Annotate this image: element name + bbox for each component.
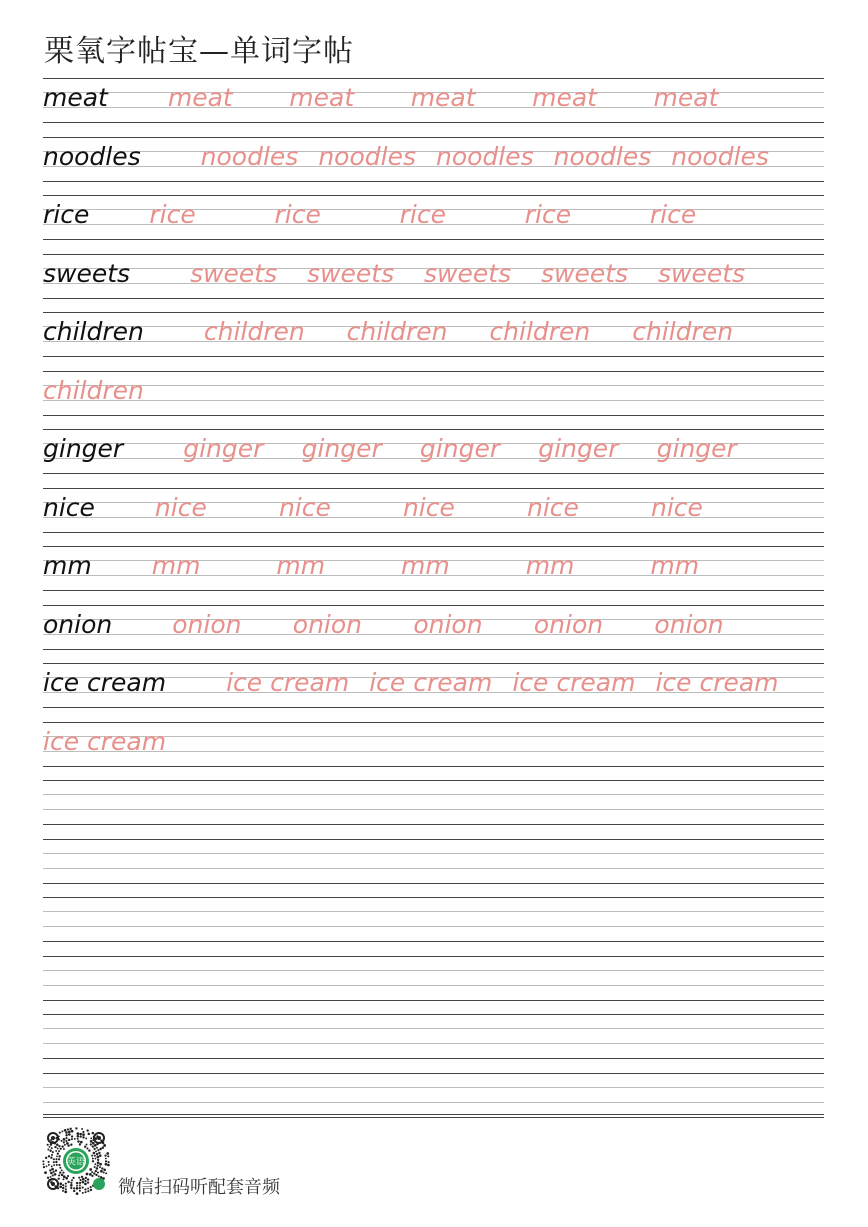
model-word: ginger <box>43 434 124 463</box>
trace-word: rice <box>399 200 446 229</box>
guide-line <box>43 605 824 606</box>
trace-word: nice <box>526 492 579 522</box>
trace-word: rice <box>649 200 697 229</box>
trace-word: children <box>632 317 734 346</box>
row-words <box>43 610 724 644</box>
guide-line <box>43 371 824 372</box>
practice-row <box>43 312 824 371</box>
guide-line <box>43 1087 824 1088</box>
trace-word: noodles <box>671 141 769 171</box>
trace-word: children <box>346 317 448 346</box>
guide-line <box>43 985 824 986</box>
row-words <box>43 142 769 176</box>
model-word: children <box>43 317 144 346</box>
model-word: meat <box>43 83 108 112</box>
guide-line <box>43 707 824 708</box>
guide-line <box>43 794 824 795</box>
trace-word: sweets <box>541 258 629 288</box>
guide-line <box>43 780 824 781</box>
trace-word: noodles <box>553 141 652 171</box>
guide-line <box>43 1000 824 1001</box>
trace-word: children <box>43 375 144 405</box>
guide-line <box>43 137 824 138</box>
trace-word: mm <box>401 551 450 580</box>
guide-line <box>43 926 824 927</box>
trace-word: sweets <box>190 258 278 288</box>
trace-word: ice cream <box>512 668 636 697</box>
trace-word: ginger <box>538 434 619 463</box>
practice-row <box>43 1014 824 1073</box>
model-word: sweets <box>43 258 131 288</box>
guide-line <box>43 298 824 299</box>
mini-program-logo-icon <box>93 1178 105 1190</box>
qr-badge-label: 英语 <box>66 1157 86 1168</box>
guide-line <box>43 488 824 489</box>
trace-word: children <box>489 317 591 346</box>
trace-word: noodles <box>200 141 299 171</box>
practice-row <box>43 195 824 254</box>
trace-word: ginger <box>301 434 382 463</box>
guide-line <box>43 722 824 723</box>
guide-line <box>43 254 824 255</box>
row-words <box>43 668 779 702</box>
guide-line <box>43 970 824 971</box>
guide-line <box>43 868 824 869</box>
row-words <box>43 83 718 117</box>
guide-line <box>43 766 824 767</box>
practice-row <box>43 429 824 488</box>
trace-word: ginger <box>419 434 501 463</box>
practice-row <box>43 897 824 956</box>
trace-word: onion <box>533 609 604 639</box>
trace-word: mm <box>276 551 326 580</box>
guide-line <box>43 312 824 313</box>
row-words <box>43 317 733 351</box>
practice-row <box>43 78 824 137</box>
guide-line <box>43 532 824 533</box>
trace-word: ginger <box>656 434 737 463</box>
guide-line <box>43 911 824 912</box>
row-words <box>43 727 166 761</box>
guide-line <box>43 1102 824 1103</box>
row-words <box>43 259 745 293</box>
qr-caption: 微信扫码听配套音频 <box>118 1177 280 1198</box>
row-words <box>43 551 699 585</box>
trace-word: mm <box>525 551 575 580</box>
row-words <box>43 376 144 410</box>
guide-line <box>43 883 824 884</box>
trace-word: meat <box>410 83 476 112</box>
trace-word: nice <box>154 492 207 522</box>
trace-word: ginger <box>183 434 264 463</box>
guide-line <box>43 853 824 854</box>
guide-line <box>43 1028 824 1029</box>
trace-word: meat <box>653 83 719 112</box>
practice-sheet <box>43 78 824 1131</box>
practice-row <box>43 137 824 196</box>
guide-line <box>43 546 824 547</box>
guide-line <box>43 181 824 182</box>
guide-line <box>43 415 824 416</box>
trace-word: nice <box>650 492 703 522</box>
model-word: rice <box>43 200 90 229</box>
practice-row <box>43 722 824 781</box>
guide-line <box>43 956 824 957</box>
trace-word: rice <box>274 200 321 229</box>
trace-word: noodles <box>435 141 534 171</box>
trace-word: onion <box>654 609 724 639</box>
guide-line <box>43 473 824 474</box>
guide-line <box>43 1058 824 1059</box>
trace-word: ice cream <box>655 668 779 697</box>
guide-line <box>43 1117 824 1118</box>
practice-row <box>43 663 824 722</box>
guide-line <box>43 663 824 664</box>
trace-word: ice cream <box>369 668 493 697</box>
trace-word: sweets <box>307 258 395 288</box>
practice-row <box>43 780 824 839</box>
practice-row <box>43 371 824 430</box>
mini-program-qr-icon[interactable] <box>42 1127 110 1195</box>
sheet-bottom-line <box>43 1114 824 1115</box>
guide-line <box>43 356 824 357</box>
model-word: ice cream <box>43 668 167 697</box>
row-words <box>43 200 696 234</box>
guide-line <box>43 429 824 430</box>
practice-row <box>43 956 824 1015</box>
guide-line <box>43 239 824 240</box>
trace-word: sweets <box>658 258 746 288</box>
trace-word: mm <box>650 551 700 580</box>
trace-word: rice <box>524 200 572 229</box>
model-word: mm <box>43 551 92 580</box>
model-word: onion <box>43 609 113 639</box>
row-words <box>43 434 737 468</box>
trace-word: onion <box>292 609 363 639</box>
footer <box>42 1127 342 1197</box>
guide-line <box>43 400 824 401</box>
guide-line <box>43 1043 824 1044</box>
trace-word: sweets <box>424 258 512 288</box>
page-title: 栗氧字帖宝—单词字帖 <box>44 34 354 69</box>
guide-line <box>43 590 824 591</box>
trace-word: meat <box>289 83 355 112</box>
trace-word: ice cream <box>43 726 167 756</box>
guide-line <box>43 1014 824 1015</box>
guide-line <box>43 78 824 79</box>
guide-line <box>43 649 824 650</box>
trace-word: onion <box>172 609 242 639</box>
guide-line <box>43 385 824 386</box>
trace-word: mm <box>151 551 201 580</box>
trace-word: meat <box>532 83 597 112</box>
practice-row <box>43 546 824 605</box>
model-word: noodles <box>43 141 141 171</box>
guide-line <box>43 897 824 898</box>
guide-line <box>43 1073 824 1074</box>
trace-word: ice cream <box>226 668 350 697</box>
trace-word: onion <box>413 609 483 639</box>
trace-word: meat <box>167 83 233 112</box>
row-words <box>43 493 703 527</box>
guide-line <box>43 941 824 942</box>
trace-word: noodles <box>318 141 416 171</box>
guide-line <box>43 122 824 123</box>
practice-row <box>43 1073 824 1132</box>
practice-row <box>43 254 824 313</box>
trace-word: children <box>203 317 305 346</box>
practice-row <box>43 488 824 547</box>
model-word: nice <box>43 492 95 522</box>
guide-line <box>43 839 824 840</box>
practice-row <box>43 605 824 664</box>
practice-row <box>43 839 824 898</box>
guide-line <box>43 195 824 196</box>
trace-word: nice <box>278 492 331 522</box>
trace-word: rice <box>149 200 196 229</box>
guide-line <box>43 809 824 810</box>
guide-line <box>43 824 824 825</box>
trace-word: nice <box>402 492 455 522</box>
